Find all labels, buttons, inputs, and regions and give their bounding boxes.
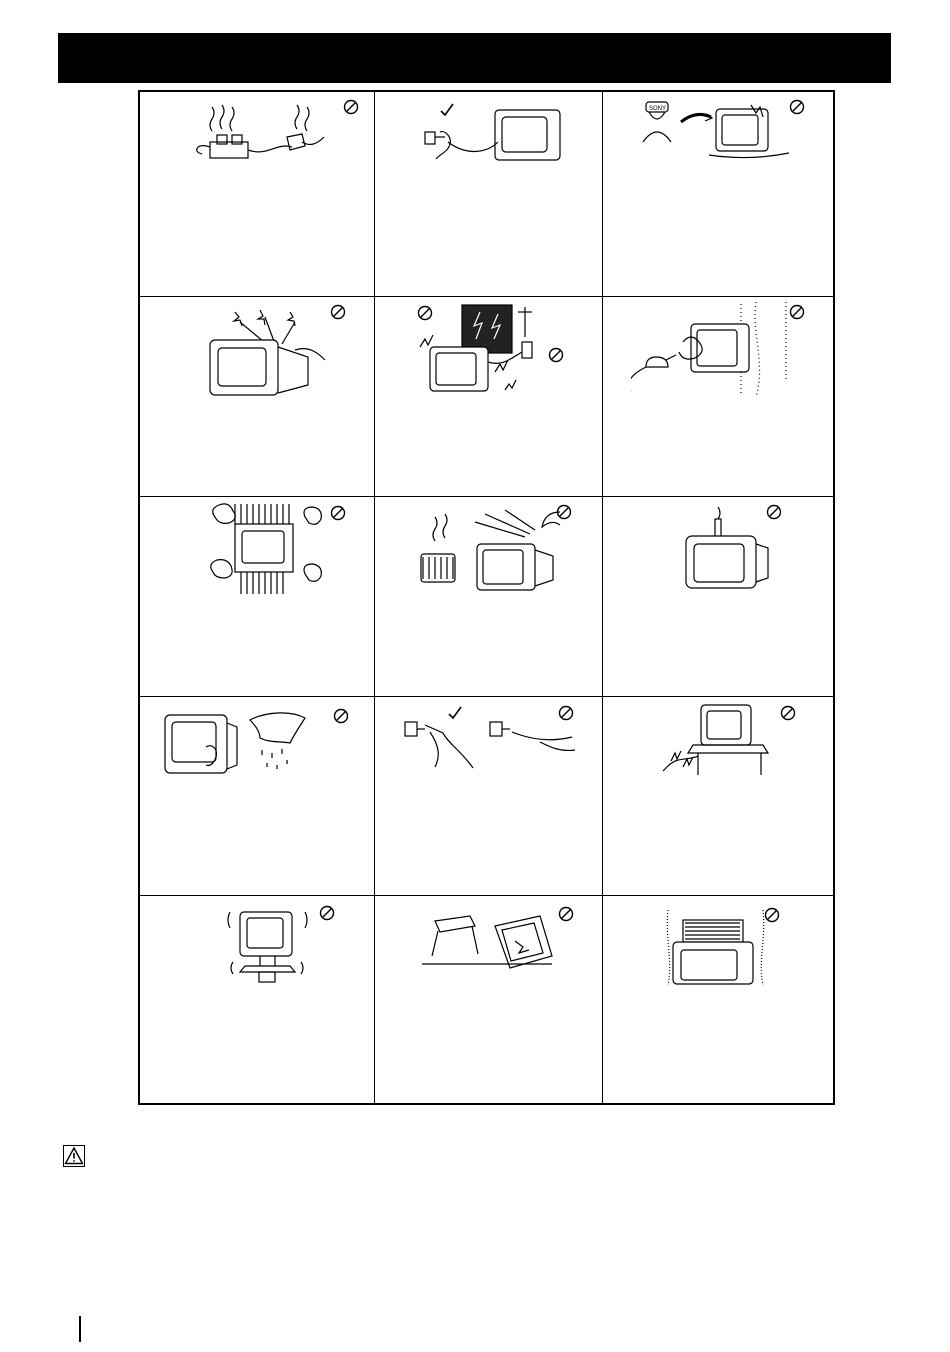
damaged-cord-illustration [653, 701, 783, 781]
safety-illustration-grid [138, 90, 835, 1105]
prohibited-icon [766, 504, 782, 520]
cell-heat-sunlight [375, 497, 603, 697]
cell-candle-on-top [603, 497, 833, 697]
cell-call-service [603, 92, 833, 297]
cell-unplug-by-plug [375, 92, 603, 297]
prohibited-icon [556, 504, 572, 520]
prohibited-icon [780, 705, 796, 721]
cell-damaged-cord [603, 697, 833, 896]
prohibited-icon [417, 305, 433, 321]
svg-text:SONY: SONY [649, 106, 667, 112]
heat-sunlight-illustration [415, 502, 575, 597]
cell-blocked-ventilation [140, 497, 375, 697]
prohibited-icon [558, 906, 574, 922]
cell-overloaded-outlet [140, 92, 375, 297]
warning-triangle-icon [63, 1145, 85, 1167]
prohibited-icon [789, 99, 805, 115]
prohibited-icon [330, 505, 346, 521]
cell-lightning-storm [375, 297, 603, 497]
check-icon [447, 705, 463, 721]
prohibited-icon [789, 304, 805, 320]
prohibited-icon [333, 708, 349, 724]
cell-heavy-objects-on-top [603, 896, 833, 1103]
clean-with-dry-cloth-illustration [162, 705, 332, 780]
header-bar [58, 33, 891, 83]
check-icon [439, 102, 455, 118]
prohibited-icon [558, 705, 574, 721]
falling-tv-illustration [420, 906, 560, 976]
cell-falling-tv [375, 896, 603, 1103]
prohibited-icon [330, 304, 346, 320]
prohibited-icon [548, 347, 564, 363]
blocked-ventilation-illustration [205, 502, 330, 597]
prohibited-icon [319, 905, 335, 921]
heavy-objects-on-top-illustration [663, 908, 773, 988]
objects-in-vents-illustration [200, 302, 340, 397]
steam-moisture-illustration [631, 302, 796, 397]
cell-steam-moisture [603, 297, 833, 497]
cell-pull-plug-not-cord [375, 697, 603, 896]
prohibited-icon [343, 99, 359, 115]
cell-unstable-stand [140, 896, 375, 1103]
candle-on-top-illustration [678, 502, 778, 592]
unstable-stand-illustration [225, 904, 315, 989]
cell-clean-with-dry-cloth [140, 697, 375, 896]
prohibited-icon [764, 907, 780, 923]
cell-objects-in-vents [140, 297, 375, 497]
pull-plug-not-cord-illustration [400, 717, 580, 782]
call-service-illustration [641, 97, 791, 167]
page-margin-rule [79, 1316, 81, 1342]
overloaded-outlet-illustration [192, 102, 332, 172]
